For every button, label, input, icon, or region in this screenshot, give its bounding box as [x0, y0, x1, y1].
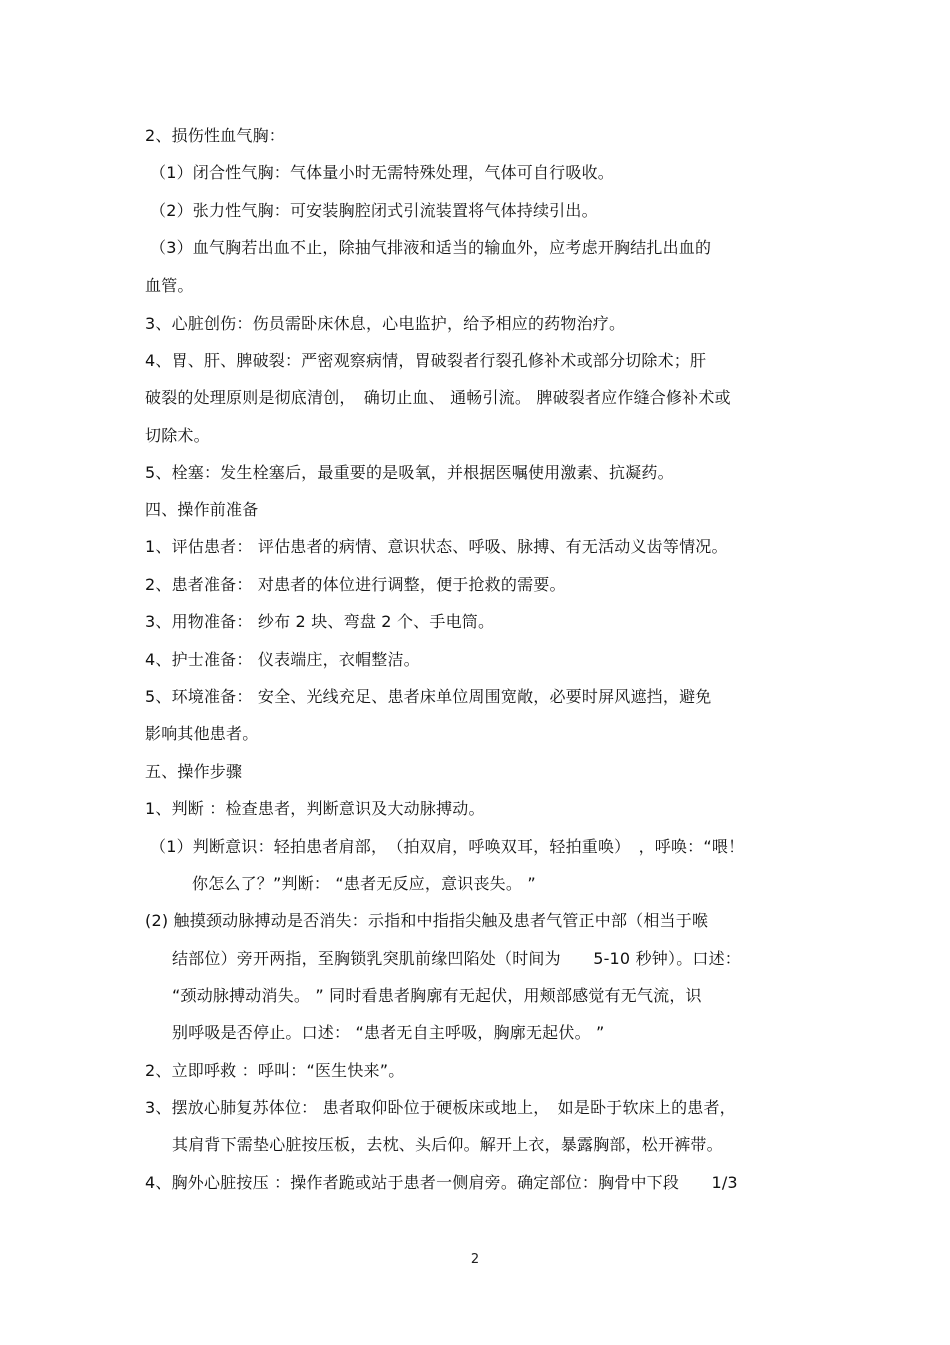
text-line: 4、护士准备： 仪表端庄，衣帽整洁。	[145, 650, 420, 669]
text-line: 其肩背下需垫心脏按压板，去枕、头后仰。解开上衣，暴露胸部，松开裤带。	[172, 1135, 723, 1154]
text-line: (2) 触摸颈动脉搏动是否消失：示指和中指指尖触及患者气管正中部（相当于喉	[145, 911, 709, 930]
text-line: 5、环境准备： 安全、光线充足、患者床单位周围宽敞，必要时屏风遮挡，避免	[145, 687, 712, 706]
text-line: 结部位）旁开两指，至胸锁乳突肌前缘凹陷处（时间为 5-10 秒钟）。口述：	[172, 949, 741, 968]
text-line: 2、立即呼救 ：呼叫：“医生快来”。	[145, 1061, 405, 1080]
text-line: （1）闭合性气胸：气体量小时无需特殊处理，气体可自行吸收。	[150, 163, 614, 182]
page-number: 2	[470, 1252, 480, 1267]
text-line: 别呼吸是否停止。口述： “患者无自主呼吸，胸廓无起伏。 ”	[172, 1023, 605, 1042]
text-line: 破裂的处理原则是彻底清创， 确切止血、 通畅引流。 脾破裂者应作缝合修补术或	[145, 388, 731, 407]
section-heading: 五、操作步骤	[145, 762, 243, 781]
text-line: 4、胸外心脏按压 ：操作者跪或站于患者一侧肩旁。确定部位：胸骨中下段 1/3	[145, 1173, 738, 1192]
text-line: 你怎么了？”判断： “患者无反应，意识丧失。 ”	[192, 874, 536, 893]
text-line: （1）判断意识：轻拍患者肩部， （拍双肩，呼唤双耳，轻拍重唤） ，呼唤：“喂！	[150, 837, 745, 856]
text-line: 1、判断 ：检查患者，判断意识及大动脉搏动。	[145, 799, 485, 818]
text-line: 2、患者准备： 对患者的体位进行调整，便于抢救的需要。	[145, 575, 566, 594]
text-line: 影响其他患者。	[145, 724, 259, 743]
text-line: 4、胃、肝、脾破裂：严密观察病情，胃破裂者行裂孔修补术或部分切除术；肝	[145, 351, 707, 370]
text-line: 血管。	[145, 276, 194, 295]
text-line: 3、用物准备： 纱布 2 块、弯盘 2 个、手电筒。	[145, 612, 495, 631]
section-heading: 四、操作前准备	[145, 500, 259, 519]
text-line: “颈动脉搏动消失。 ” 同时看患者胸廓有无起伏，用颊部感觉有无气流，识	[172, 986, 702, 1005]
text-line: 切除术。	[145, 426, 210, 445]
text-line: 1、评估患者： 评估患者的病情、意识状态、呼吸、脉搏、有无活动义齿等情况。	[145, 537, 728, 556]
text-line: 3、摆放心肺复苏体位： 患者取仰卧位于硬板床或地上， 如是卧于软床上的患者，	[145, 1098, 736, 1117]
text-line: （2）张力性气胸：可安装胸腔闭式引流装置将气体持续引出。	[150, 201, 598, 220]
text-line: 2、损伤性血气胸：	[145, 126, 285, 145]
text-line: 3、心脏创伤：伤员需卧床休息，心电监护，给予相应的药物治疗。	[145, 314, 626, 333]
text-line: 5、栓塞：发生栓塞后，最重要的是吸氧，并根据医嘱使用激素、抗凝药。	[145, 463, 674, 482]
text-line: （3）血气胸若出血不止，除抽气排液和适当的输血外，应考虑开胸结扎出血的	[150, 238, 712, 257]
